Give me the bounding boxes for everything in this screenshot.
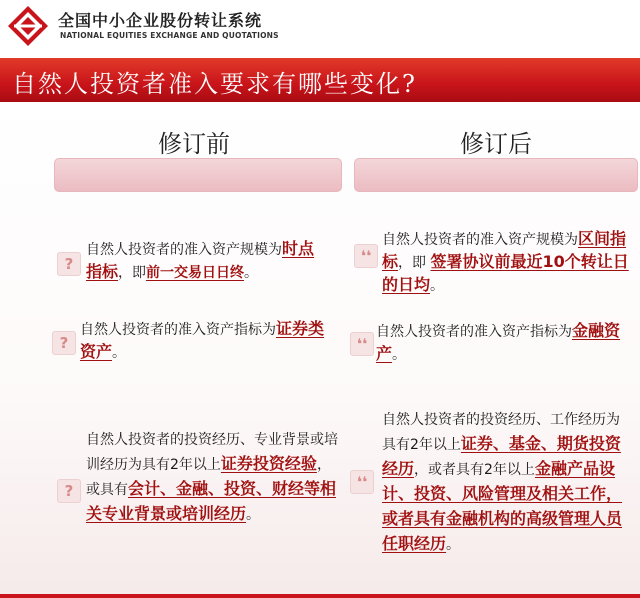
page-title: 自然人投资者准入要求有哪些变化? — [12, 70, 417, 98]
question-mark-icon: ? — [57, 479, 81, 503]
before-item-1: 自然人投资者的准入资产规模为时点指标，即前一交易日日终。 — [86, 239, 315, 281]
after-item-1: 自然人投资者的准入资产规模为区间指标，即 签署协议前最近10个转让日的日均。 — [382, 229, 629, 294]
header — [0, 0, 640, 58]
bottom-divider — [0, 594, 640, 598]
org-name-en: NATIONAL EQUITIES EXCHANGE AND QUOTATIONS — [60, 31, 279, 40]
column-bar-after — [354, 158, 638, 192]
quote-mark-icon: ❛❛ — [350, 332, 374, 356]
question-mark-icon: ? — [57, 252, 81, 276]
question-mark-icon: ? — [52, 331, 76, 355]
before-item-2: 自然人投资者的准入资产指标为证券类资产。 — [80, 319, 325, 361]
org-name-cn: 全国中小企业股份转让系统 — [58, 11, 263, 30]
after-item-3: 自然人投资者的投资经历、工作经历为具有2年以上证券、基金、期货投资经历，或者具有2年以上金融产品设计、投资、风险管理及相关工作，或者具有金融机构的高级管理人员任职经历。 — [382, 412, 623, 553]
title-banner — [0, 58, 640, 102]
quote-mark-icon: ❛❛ — [354, 244, 378, 268]
column-title-before: 修订前 — [158, 130, 230, 158]
column-bar-before — [54, 158, 342, 192]
logo-icon — [8, 6, 48, 46]
quote-mark-icon: ❛❛ — [350, 470, 374, 494]
column-title-after: 修订后 — [460, 130, 532, 158]
after-item-2: 自然人投资者的准入资产指标为金融资产。 — [376, 321, 621, 363]
before-item-3: 自然人投资者的投资经历、专业背景或培训经历为具有2年以上证券投资经验，或具有会计、金融、投资、财经等相关专业背景或培训经历。 — [86, 432, 338, 523]
